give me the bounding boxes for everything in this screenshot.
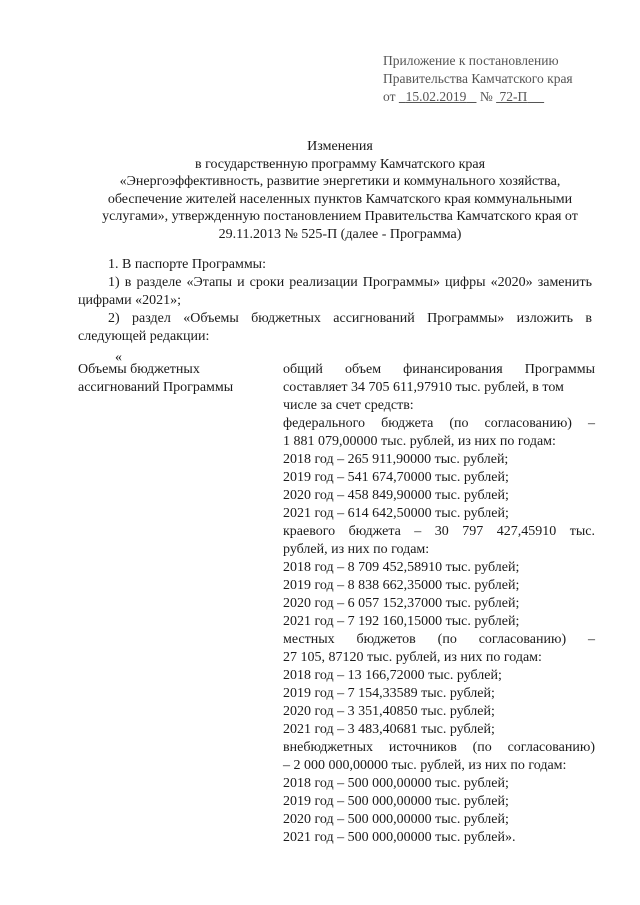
left-cell-line-1: Объемы бюджетных: [78, 362, 200, 377]
funding-line: 2020 год – 500 000,00000 тыс. рублей;: [283, 812, 509, 827]
paragraph-1: 1. В паспорте Программы:: [108, 257, 266, 272]
decree-date: 15.02.2019: [405, 89, 467, 104]
appendix-date-line: [383, 88, 573, 106]
funding-line: внебюджетных источников (по согласованию): [283, 740, 595, 755]
title-line-4: обеспечение жителей населенных пунктов Камчатского края коммунальными: [107, 191, 573, 207]
funding-line: местных бюджетов (по согласованию) –: [283, 632, 595, 647]
funding-line: 2018 год – 265 911,90000 тыс. рублей;: [283, 452, 509, 467]
funding-line: 2021 год – 614 642,50000 тыс. рублей;: [283, 506, 509, 521]
funding-line: 2020 год – 458 849,90000 тыс. рублей;: [283, 488, 509, 503]
title-line-5: услугами», утвержденную постановлением Правительства Камчатского края от: [102, 209, 578, 224]
funding-line: числе за счет средств:: [283, 398, 414, 413]
funding-line: 2018 год – 500 000,00000 тыс. рублей;: [283, 776, 509, 791]
funding-line: – 2 000 000,00000 тыс. рублей, из них по годам:: [283, 758, 567, 773]
funding-line: 2019 год – 541 674,70000 тыс. рублей;: [283, 470, 509, 485]
title-line-1: Изменения: [307, 139, 373, 154]
appendix-line-2: Правительства Камчатского края: [383, 71, 573, 86]
title-line-6: 29.11.2013 № 525-П (далее - Программа): [218, 226, 462, 242]
funding-line: 2019 год – 7 154,33589 тыс. рублей;: [283, 686, 495, 701]
funding-line: 2021 год – 3 483,40681 тыс. рублей;: [283, 722, 495, 737]
title-line-2: в государственную программу Камчатского края: [194, 156, 486, 172]
table-right-cell: [283, 361, 595, 847]
decree-number: 72-П: [499, 89, 528, 104]
funding-line: 2019 год – 500 000,00000 тыс. рублей;: [283, 794, 509, 809]
paragraph-2: 1) в разделе «Этапы и сроки реализации Программы» цифры «2020» заменить цифрами «2021»;: [78, 275, 592, 308]
title-line-3: «Энергоэффективность, развитие энергетики и коммунального хозяйства,: [119, 174, 561, 189]
funding-line: составляет 34 705 611,97910 тыс. рублей, в том: [283, 380, 564, 395]
funding-line: 2018 год – 13 166,72000 тыс. рублей;: [283, 668, 502, 683]
funding-line: 2021 год – 500 000,00000 тыс. рублей».: [283, 830, 516, 845]
funding-line: 27 105, 87120 тыс. рублей, из них по годам:: [283, 650, 542, 665]
funding-line: федерального бюджета (по согласованию) –: [283, 416, 595, 431]
funding-line: 2020 год – 6 057 152,37000 тыс. рублей;: [283, 596, 520, 611]
left-cell-line-2: ассигнований Программы: [78, 380, 234, 395]
funding-line: краевого бюджета – 30 797 427,45910 тыс.: [283, 524, 595, 539]
opening-quote: «: [115, 350, 122, 365]
funding-line: 2019 год – 8 838 662,35000 тыс. рублей;: [283, 578, 520, 593]
funding-line: 2021 год – 7 192 160,15000 тыс. рублей;: [283, 614, 520, 629]
table-left-cell: [78, 361, 258, 397]
appendix-line-1: Приложение к постановлению: [383, 53, 559, 68]
funding-line: 2018 год – 8 709 452,58910 тыс. рублей;: [283, 560, 520, 575]
body-text: [78, 256, 592, 346]
number-prefix: №: [479, 89, 493, 104]
document-title: [70, 138, 610, 243]
date-prefix: от: [383, 89, 396, 104]
appendix-header: [383, 52, 573, 106]
funding-line: 1 881 079,00000 тыс. рублей, из них по годам:: [283, 434, 556, 449]
funding-line: 2020 год – 3 351,40850 тыс. рублей;: [283, 704, 495, 719]
paragraph-3: 2) раздел «Объемы бюджетных ассигнований Программы» изложить в следующей редакции:: [78, 311, 592, 344]
funding-line: общий объем финансирования Программы: [283, 362, 595, 377]
funding-line: рублей, из них по годам:: [283, 542, 430, 557]
